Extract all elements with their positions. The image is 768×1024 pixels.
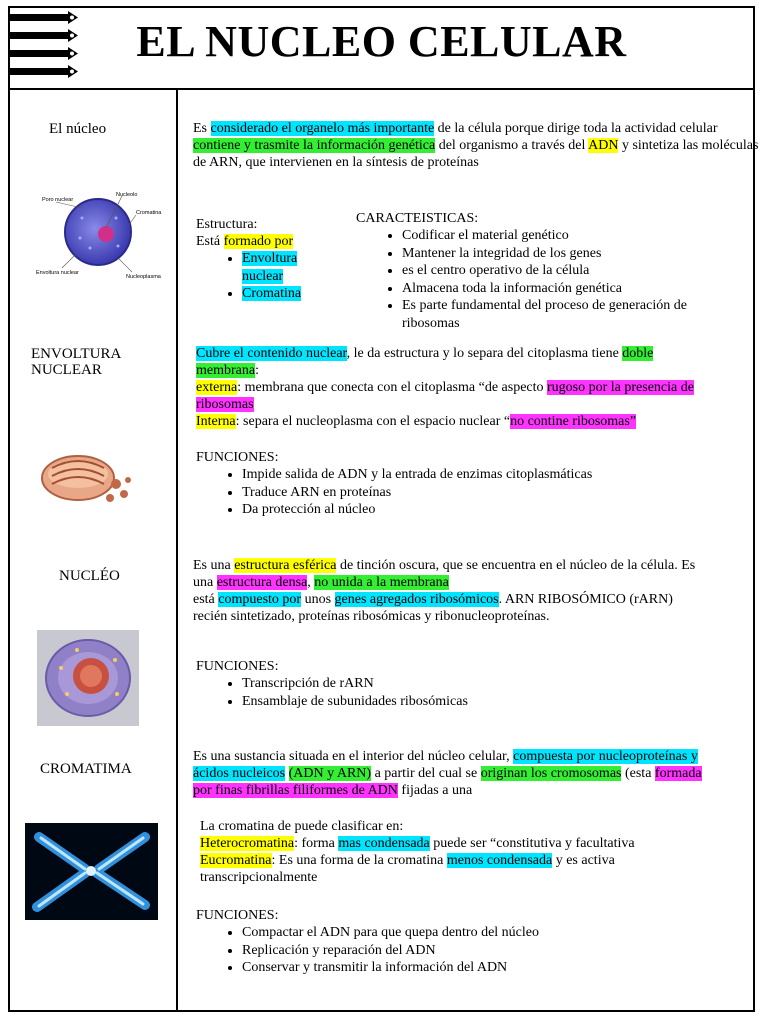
- highlight-doble-membrana: doble membrana: [196, 346, 654, 378]
- estructura-item-envoltura: Envoltura nuclear: [242, 251, 298, 284]
- chromosome-image: [25, 823, 158, 920]
- list-item: • Da protección al núcleo: [242, 501, 696, 519]
- highlight-no-ribosomas: no contine ribosomas”: [510, 414, 637, 429]
- list-item: • Ensamblaje de subunidades ribosómicas: [242, 693, 696, 711]
- estructura-title: Estructura:: [196, 217, 258, 232]
- list-item: • Traduce ARN en proteínas: [242, 484, 696, 502]
- label-envoltura-line2: NUCLEAR: [31, 362, 102, 378]
- list-item: [242, 285, 311, 303]
- golgi-envelope-image: [38, 444, 138, 512]
- label-nucleolo: NUCLÉO: [59, 568, 120, 584]
- nucleolo-funciones-title: FUNCIONES:: [196, 659, 279, 674]
- highlight-genes: genes agregados ribosómicos: [334, 592, 499, 607]
- estructura-item-cromatina: Cromatina: [242, 286, 302, 301]
- highlight-mas-condensada: mas condensada: [338, 836, 430, 851]
- label-envoltura-nuclear: [31, 346, 121, 378]
- intro-text-2: de la célula porque dirige toda la actividad celular: [434, 121, 718, 136]
- list-item: [242, 250, 311, 285]
- list-item: • Impide salida de ADN y la entrada de enzimas citoplasmáticas: [242, 466, 696, 484]
- highlight-formado-por: formado por: [223, 234, 294, 249]
- highlight-rugoso: rugoso por la presencia de ribosomas: [196, 380, 694, 412]
- highlight-externa: externa: [196, 380, 238, 395]
- highlight-cromosomas: originan los cromosomas: [480, 766, 622, 781]
- highlight-interna: Interna: [196, 414, 236, 429]
- diagram-label-envoltura: Envoltura nuclear: [36, 270, 79, 276]
- nucleolo-text-5: unos: [301, 592, 335, 607]
- estructura-list: [196, 250, 311, 303]
- caracteristicas-block: [356, 210, 736, 332]
- envoltura-funciones: [196, 449, 696, 519]
- nucleolo-funciones-list: [196, 675, 696, 710]
- label-envoltura-line1: ENVOLTURA: [31, 346, 122, 362]
- list-item: • Conservar y transmitir la información del ADN: [242, 959, 696, 977]
- list-item: • Compactar el ADN para que quepa dentro del núcleo: [242, 924, 696, 942]
- list-item: • Almacena toda la información genética: [402, 280, 736, 298]
- list-item: • es el centro operativo de la célula: [402, 262, 736, 280]
- nucleolo-text-1: Es una: [193, 558, 235, 573]
- envoltura-text-3: : membrana que conecta con el citoplasma “de aspecto: [237, 380, 548, 395]
- highlight-organelo: considerado el organelo más importante: [210, 121, 435, 136]
- highlight-adn: ADN: [588, 138, 619, 153]
- list-item: • Mantener la integridad de los genes: [402, 245, 736, 263]
- nucleolo-text-6: . ARN RIBOSÓMICO (rARN) recién sintetizado, proteínas ribosómicas y ribonucleoproteínas.: [193, 592, 673, 624]
- list-item: • Transcripción de rARN: [242, 675, 696, 693]
- envoltura-text-4: : separa el nucleoplasma con el espacio nuclear “: [235, 414, 511, 429]
- cromatina-text-8: : Es una forma de la cromatina: [271, 853, 447, 868]
- highlight-fibrillas: formada por finas fibrillas filiformes de ADN: [193, 766, 702, 798]
- cromatina-text-1: Es una sustancia situada en el interior del núcleo celular,: [193, 749, 514, 764]
- column-divider: [176, 90, 178, 1012]
- nucleus-diagram-image: [32, 188, 167, 280]
- list-item: • Es parte fundamental del proceso de generación de ribosomas: [402, 297, 736, 332]
- cromatina-text-6: : forma: [294, 836, 339, 851]
- diagram-label-nucleolo: Nucleolo: [116, 192, 138, 198]
- envoltura-funciones-title: FUNCIONES:: [196, 450, 279, 465]
- cromatina-funciones-title: FUNCIONES:: [196, 908, 279, 923]
- highlight-no-unida: no unida a la membrana: [314, 575, 449, 590]
- nucleolo-funciones: [196, 658, 696, 710]
- highlight-compuesta: compuesta por nucleoproteínas y ácidos nucleicos: [193, 749, 698, 781]
- cromatina-text-4: (esta: [621, 766, 655, 781]
- cromatina-clasificacion-title: La cromatina de puede clasificar en:: [200, 819, 404, 834]
- cromatina-text-3: a partir del cual se: [371, 766, 481, 781]
- highlight-cubre: Cubre el contenido nuclear: [196, 346, 347, 361]
- cromatina-text-5: fijadas a una: [397, 783, 473, 798]
- cromatina-text-7: puede ser “constitutiva y facultativa: [429, 836, 635, 851]
- cromatina-text: [193, 748, 708, 800]
- cell-3d-image: [37, 630, 139, 726]
- highlight-eucromatina: Eucromatina: [200, 853, 272, 868]
- nucleolo-text-3: ,: [307, 575, 315, 590]
- list-item: • Codificar el material genético: [402, 227, 736, 245]
- highlight-heterocromatina: Heterocromatina: [200, 836, 295, 851]
- cromatina-funciones-list: [196, 924, 696, 977]
- intro-text: [193, 120, 759, 171]
- intro-text-3: del organismo a través del: [435, 138, 589, 153]
- page-title: EL NUCLEO CELULAR: [136, 17, 627, 66]
- list-item: • Replicación y reparación del ADN: [242, 942, 696, 960]
- caracteristicas-list: [356, 227, 736, 332]
- nucleolo-text-2: de tinción oscura, que se encuentra en el núcleo de la célula. Es una: [193, 558, 696, 590]
- cromatina-funciones: [196, 907, 696, 977]
- diagram-label-cromatina: Cromatina: [136, 210, 162, 216]
- envoltura-text: [196, 345, 714, 430]
- estructura-text: Está: [196, 234, 224, 249]
- highlight-esferica: estructura esférica: [234, 558, 337, 573]
- cromatina-clasificacion: [200, 818, 700, 888]
- highlight-densa: estructura densa: [216, 575, 308, 590]
- envoltura-funciones-list: [196, 466, 696, 519]
- intro-text-1: Es: [193, 121, 211, 136]
- nucleolo-text-4: está: [193, 592, 219, 607]
- nucleolo-text: [193, 557, 705, 625]
- envoltura-text-2: :: [255, 363, 259, 378]
- intro-text-4: y sintetiza las moléculas de ARN, que intervienen en la síntesis de proteínas: [193, 138, 759, 170]
- cromatina-text-9: y es activa transcripcionalmente: [200, 853, 615, 885]
- label-cromatina: CROMATIMA: [40, 761, 132, 777]
- highlight-compuesto-por: compuesto por: [218, 592, 302, 607]
- header: [8, 6, 755, 90]
- diagram-label-nucleoplasma: Nucleoplasma: [126, 274, 161, 280]
- envoltura-text-1: , le da estructura y lo separa del citoplasma tiene: [346, 346, 623, 361]
- caracteristicas-title: CARACTEISTICAS:: [356, 211, 479, 226]
- estructura-block: [196, 216, 311, 308]
- highlight-adn-arn: (ADN y ARN): [288, 766, 372, 781]
- label-nucleo: El núcleo: [49, 121, 107, 137]
- highlight-menos-condensada: menos condensada: [446, 853, 553, 868]
- highlight-info-genetica: contiene y trasmite la información genética: [193, 138, 436, 153]
- diagram-label-poro: Poro nuclear: [42, 197, 74, 203]
